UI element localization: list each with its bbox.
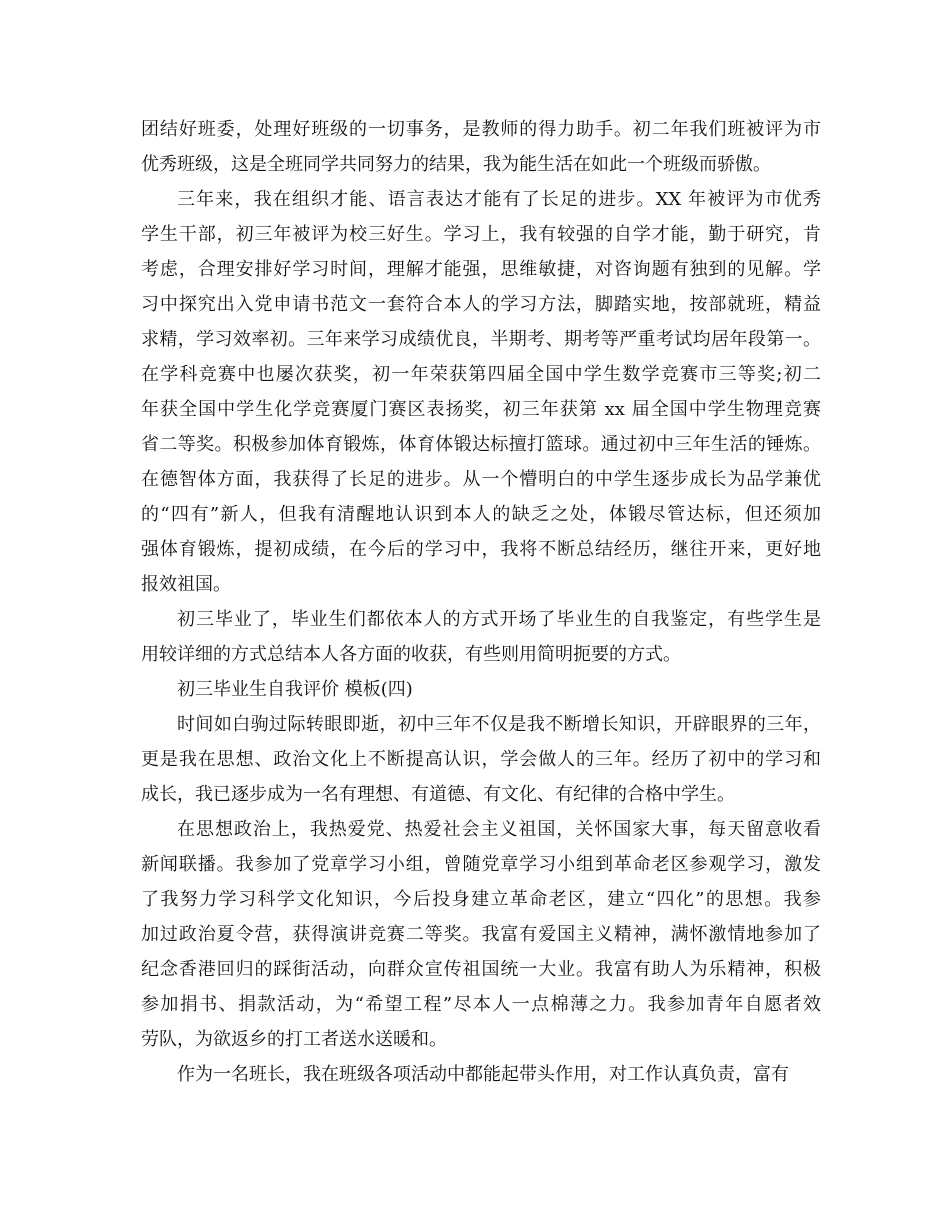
text-line: 参加捐书、捐款活动，为“希望工程”尽本人一点棉薄之力。我参加青年自愿者效 [141,994,821,1015]
text-line: 在思想政治上，我热爱党、热爱社会主义祖国，关怀国家大事，每天留意收看 [177,819,821,840]
paragraph [141,112,821,182]
text-line: 加过政治夏令营，获得演讲竞赛二等奖。我富有爱国主义精神，满怀激情地参加了 [141,924,821,945]
text-line: 强体育锻炼，提初成绩，在今后的学习中，我将不断总结经历，继往开来，更好地 [141,539,821,560]
text-line: 习中探究出入党申请书范文一套符合本人的学习方法，脚踏实地，按部就班，精益 [141,294,821,315]
text-line: 用较详细的方式总结本人各方面的收获，有些则用简明扼要的方式。 [141,644,681,665]
paragraph [141,182,821,602]
text-line: 考虑，合理安排好学习时间，理解才能强，思维敏捷，对咨询题有独到的见解。学 [141,259,821,280]
paragraph [141,602,821,672]
document-body [141,112,821,1092]
paragraph [141,672,821,707]
text-line: 更是我在思想、政治文化上不断提高认识，学会做人的三年。经历了初中的学习和 [141,749,821,770]
text-line: 成长，我已逐步成为一名有理想、有道德、有文化、有纪律的合格中学生。 [141,784,735,805]
text-line: 了我努力学习科学文化知识，今后投身建立革命老区，建立“四化”的思想。我参 [141,889,821,910]
text-line: 省二等奖。积极参加体育锻炼，体育体锻达标擅打篮球。通过初中三年生活的锤炼。 [141,434,821,455]
text-line: 作为一名班长，我在班级各项活动中都能起带头作用，对工作认真负责，富有 [177,1064,789,1085]
text-line: 三年来，我在组织才能、语言表达才能有了长足的进步。XX 年被评为市优秀 [177,189,821,210]
text-line: 报效祖国。 [141,574,231,595]
text-line: 新闻联播。我参加了党章学习小组，曾随党章学习小组到革命老区参观学习，激发 [141,854,821,875]
text-line: 劳队，为欲返乡的打工者送水送暖和。 [141,1029,447,1050]
text-line: 团结好班委，处理好班级的一切事务，是教师的得力助手。初二年我们班被评为市 [141,119,821,140]
paragraph [141,812,821,1057]
text-line: 时间如白驹过际转眼即逝，初中三年不仅是我不断增长知识，开辟眼界的三年， [177,714,821,735]
text-line: 在学科竞赛中也屡次获奖，初一年荣获第四届全国中学生数学竞赛市三等奖;初二 [141,364,821,385]
text-line: 优秀班级，这是全班同学共同努力的结果，我为能生活在如此一个班级而骄傲。 [141,154,771,175]
paragraph [141,1057,821,1092]
paragraph [141,707,821,812]
text-line: 纪念香港回归的踩街活动，向群众宣传祖国统一大业。我富有助人为乐精神，积极 [141,959,821,980]
text-line: 年获全国中学生化学竞赛厦门赛区表扬奖，初三年获第 xx 届全国中学生物理竞赛 [141,399,821,420]
text-line: 初三毕业生自我评价 模板(四) [177,679,413,700]
text-line: 在德智体方面，我获得了长足的进步。从一个懵明白的中学生逐步成长为品学兼优 [141,469,821,490]
text-line: 求精，学习效率初。三年来学习成绩优良，半期考、期考等严重考试均居年段第一。 [141,329,821,350]
text-line: 的“四有”新人，但我有清醒地认识到本人的缺乏之处，体锻尽管达标，但还须加 [141,504,821,525]
text-line: 学生干部，初三年被评为校三好生。学习上，我有较强的自学才能，勤于研究，肯 [141,224,821,245]
text-line: 初三毕业了，毕业生们都依本人的方式开场了毕业生的自我鉴定，有些学生是 [177,609,821,630]
